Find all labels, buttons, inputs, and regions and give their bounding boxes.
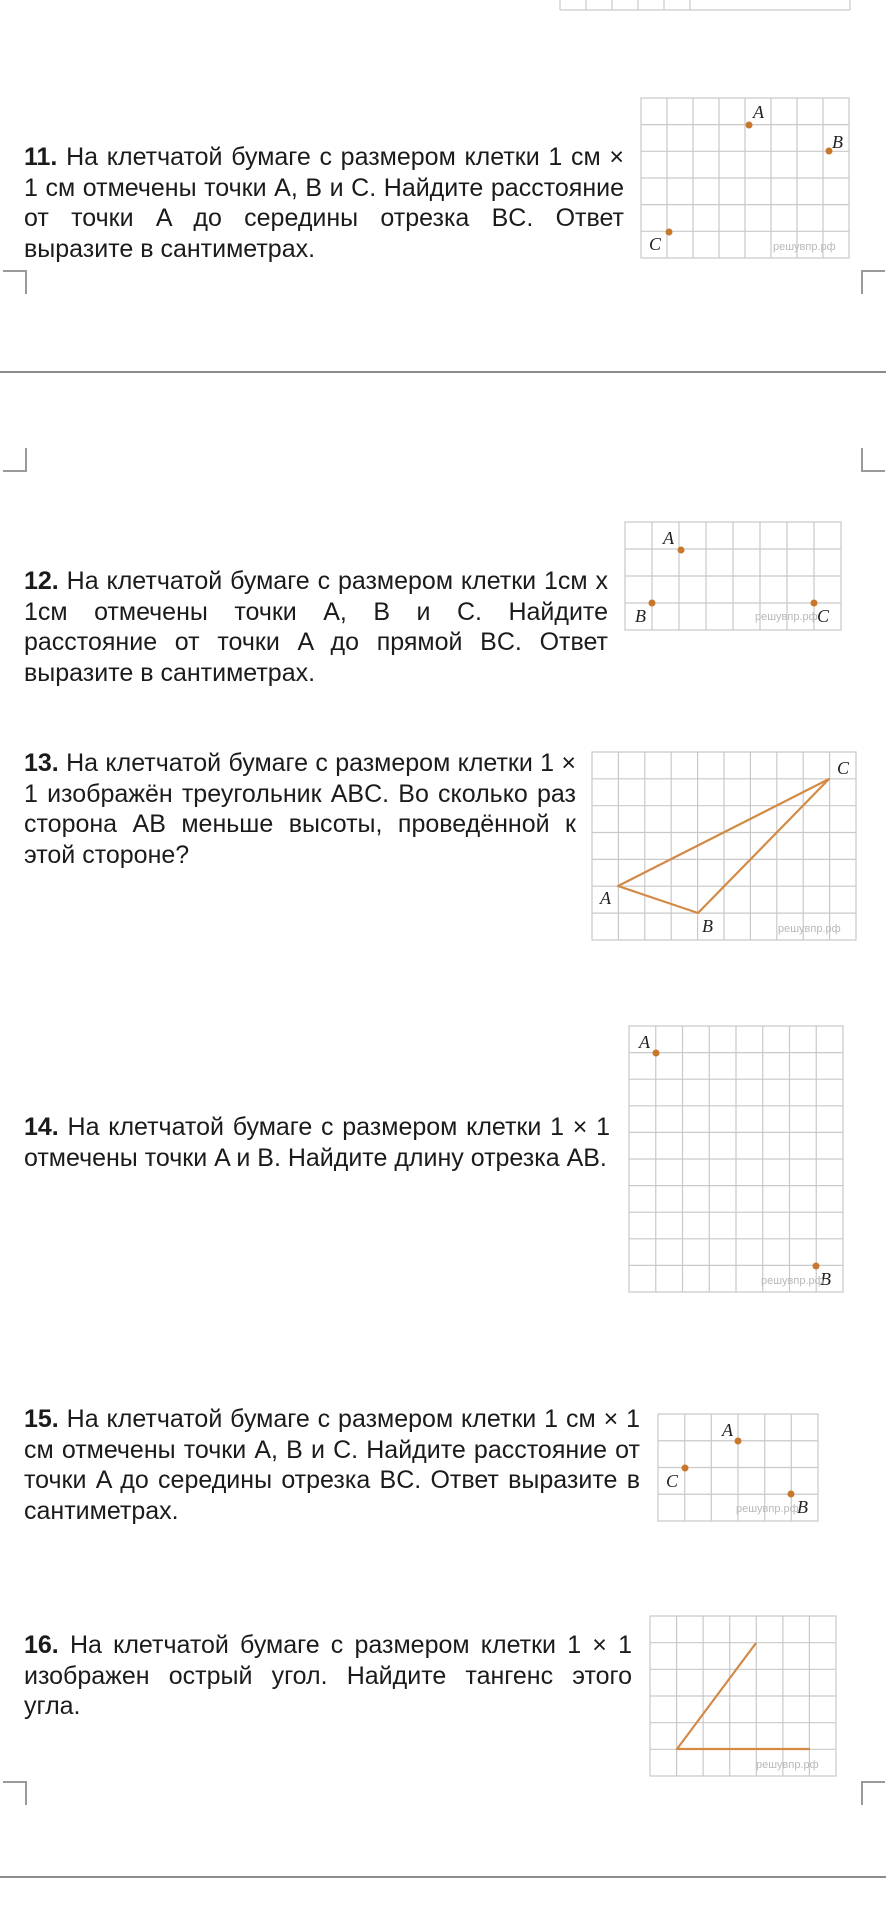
problem-11-figure <box>641 98 856 260</box>
watermark: решувпр.рф <box>736 1503 799 1515</box>
label-c: C <box>649 234 662 254</box>
problem-15-figure <box>658 1414 822 1524</box>
label-a: A <box>722 1420 733 1440</box>
label-b: B <box>832 132 843 152</box>
problem-16 <box>24 1630 632 1722</box>
problem-text: На клетчатой бумаге с размером клетки 1 см × 1 см отмечены точки A, B и C. Найдите расстояние от точки A до середины отрезка BC. Ответ выразите в сантиметрах. <box>24 143 625 263</box>
section-divider <box>0 371 886 373</box>
problem-15 <box>24 1404 640 1526</box>
watermark: решувпр.рф <box>778 923 841 935</box>
label-a: A <box>639 1032 650 1052</box>
problem-16-figure <box>650 1616 840 1778</box>
point-a <box>678 547 685 554</box>
previous-figure-fragment <box>560 0 860 12</box>
crop-mark <box>3 1781 27 1805</box>
label-c: C <box>817 606 830 626</box>
point-a <box>735 1438 742 1445</box>
problem-12-figure <box>625 522 845 632</box>
problem-12 <box>24 566 608 688</box>
problem-number: 14. <box>24 1113 59 1141</box>
problem-text: На клетчатой бумаге с размером клетки 1 см × 1 см отмечены точки A, B и C. Найдите расстояние от точки A до середины отрезка BC. Ответ выразите в сантиметрах. <box>24 1405 640 1525</box>
watermark: решувпр.рф <box>773 241 836 253</box>
label-a: A <box>663 528 674 548</box>
problem-text: На клетчатой бумаге с размером клетки 1 × 1 изображен острый угол. Найдите тангенс этого угла. <box>24 1631 632 1720</box>
watermark: решувпр.рф <box>756 1759 819 1771</box>
watermark: решувпр.рф <box>755 611 818 623</box>
point-a <box>746 122 753 129</box>
label-c: C <box>837 758 850 778</box>
problem-number: 11. <box>24 143 58 171</box>
label-b: B <box>820 1269 831 1289</box>
problem-14 <box>24 1112 610 1173</box>
crop-mark <box>3 270 27 294</box>
problem-text: На клетчатой бумаге с размером клетки 1 × 1 изображён треугольник ABC. Во сколько раз сторона AB меньше высоты, проведённой к этой стороне? <box>24 749 576 869</box>
problem-13-figure <box>592 752 860 942</box>
label-b: B <box>635 606 646 626</box>
label-b: B <box>702 916 713 936</box>
point-b <box>813 1263 820 1270</box>
problem-number: 15. <box>24 1405 59 1433</box>
point-b <box>649 600 656 607</box>
crop-mark <box>861 270 885 294</box>
label-b: B <box>797 1497 808 1517</box>
crop-mark <box>861 448 885 472</box>
label-a: A <box>753 102 764 122</box>
label-c: C <box>666 1471 679 1491</box>
point-b <box>788 1491 795 1498</box>
crop-mark <box>861 1781 885 1805</box>
label-a: A <box>600 888 611 908</box>
point-c <box>682 1465 689 1472</box>
point-a <box>653 1050 660 1057</box>
point-c <box>666 229 673 236</box>
section-divider <box>0 1876 886 1878</box>
problem-11 <box>24 142 624 264</box>
problem-text: На клетчатой бумаге с размером клетки 1 × 1 отмечены точки A и B. Найдите длину отрезка AB. <box>24 1113 610 1172</box>
problem-13 <box>24 748 576 870</box>
watermark: решувпр.рф <box>761 1275 824 1287</box>
problem-number: 12. <box>24 567 59 595</box>
problem-number: 16. <box>24 1631 59 1659</box>
crop-mark <box>3 448 27 472</box>
problem-text: На клетчатой бумаге с размером клетки 1см х 1см отмечены точки A, B и C. Найдите расстояние от точки A до прямой BC. Ответ выразите в сантиметрах. <box>24 567 608 687</box>
problem-14-figure <box>629 1026 847 1294</box>
problem-number: 13. <box>24 749 59 777</box>
